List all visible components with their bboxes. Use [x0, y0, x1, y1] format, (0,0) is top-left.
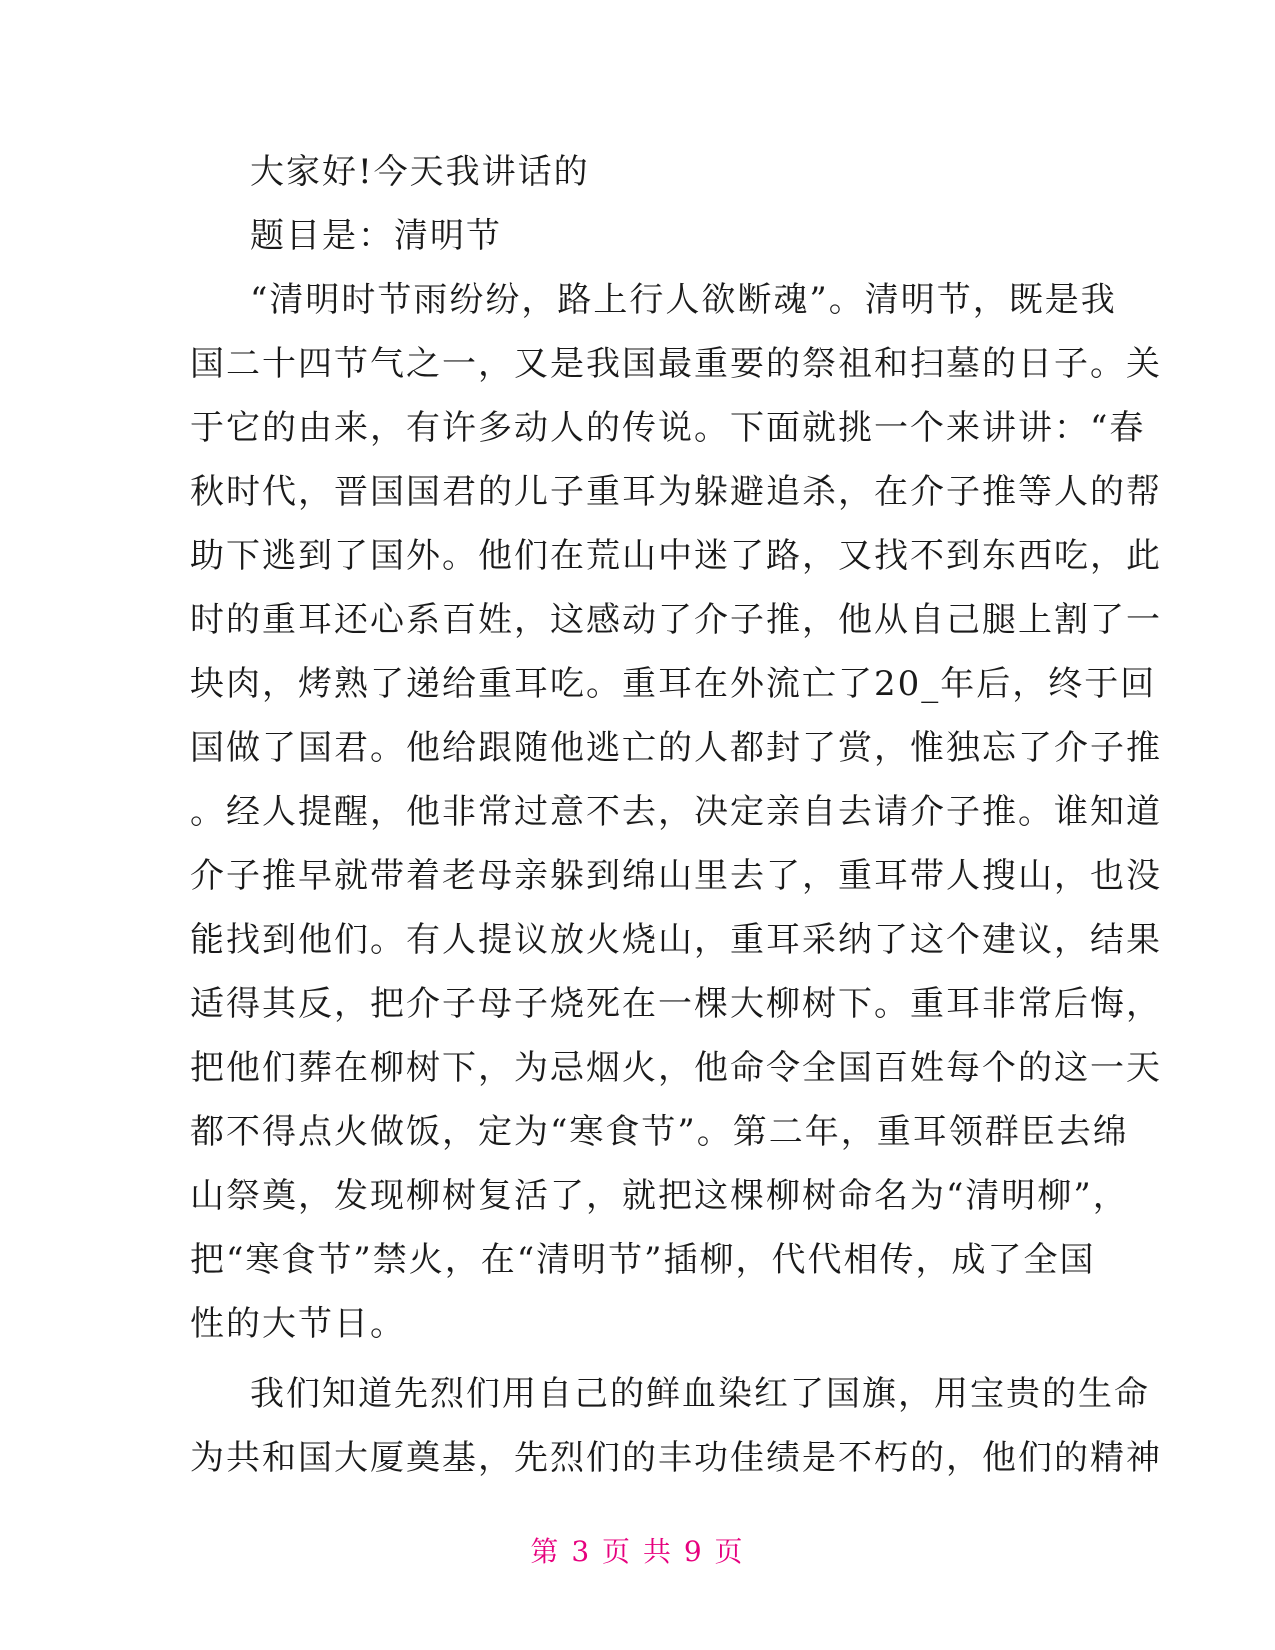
paragraph-line: 把他们葬在柳树下，为忌烟火，他命令全国百姓每个的这一天	[190, 1048, 1162, 1088]
paragraph-line: “清明时节雨纷纷，路上行人欲断魂”。清明节，既是我	[250, 280, 1117, 320]
paragraph-line: 块肉，烤熟了递给重耳吃。重耳在外流亡了20_年后，终于回	[190, 664, 1157, 704]
paragraph-line: 介子推早就带着老母亲躲到绵山里去了，重耳带人搜山，也没	[190, 856, 1162, 896]
paragraph-line: 国做了国君。他给跟随他逃亡的人都封了赏，惟独忘了介子推	[190, 728, 1162, 768]
topic-line: 题目是：清明节	[250, 216, 502, 256]
greeting-line: 大家好!今天我讲话的	[250, 152, 590, 192]
paragraph-line: 都不得点火做饭，定为“寒食节”。第二年，重耳领群臣去绵	[190, 1112, 1129, 1152]
paragraph-line: 时的重耳还心系百姓，这感动了介子推，他从自己腿上割了一	[190, 600, 1162, 640]
paragraph-line: 国二十四节气之一，又是我国最重要的祭祖和扫墓的日子。关	[190, 344, 1162, 384]
paragraph-line: 山祭奠，发现柳树复活了，就把这棵柳树命名为“清明柳”，	[190, 1176, 1129, 1216]
paragraph-line: 为共和国大厦奠基，先烈们的丰功佳绩是不朽的，他们的精神	[190, 1438, 1162, 1478]
paragraph-1	[190, 268, 1162, 1356]
paragraph-line: 于它的由来，有许多动人的传说。下面就挑一个来讲讲：“春	[190, 408, 1146, 448]
paragraph-line: 性的大节日。	[190, 1304, 406, 1344]
document-body	[190, 140, 1162, 1490]
paragraph-line: 秋时代，晋国国君的儿子重耳为躲避追杀，在介子推等人的帮	[190, 472, 1162, 512]
paragraph-2	[190, 1362, 1162, 1490]
paragraph-line: 。经人提醒，他非常过意不去，决定亲自去请介子推。谁知道	[190, 792, 1162, 832]
paragraph-line: 助下逃到了国外。他们在荒山中迷了路，又找不到东西吃，此	[190, 536, 1162, 576]
paragraph-line: 把“寒食节”禁火，在“清明节”插柳，代代相传，成了全国	[190, 1240, 1096, 1280]
paragraph-line: 我们知道先烈们用自己的鲜血染红了国旗，用宝贵的生命	[250, 1374, 1150, 1414]
paragraph-line: 适得其反，把介子母子烧死在一棵大柳树下。重耳非常后悔，	[190, 984, 1162, 1024]
page-number-footer: 第 3 页 共 9 页	[530, 1535, 745, 1568]
paragraph-line: 能找到他们。有人提议放火烧山，重耳采纳了这个建议，结果	[190, 920, 1162, 960]
